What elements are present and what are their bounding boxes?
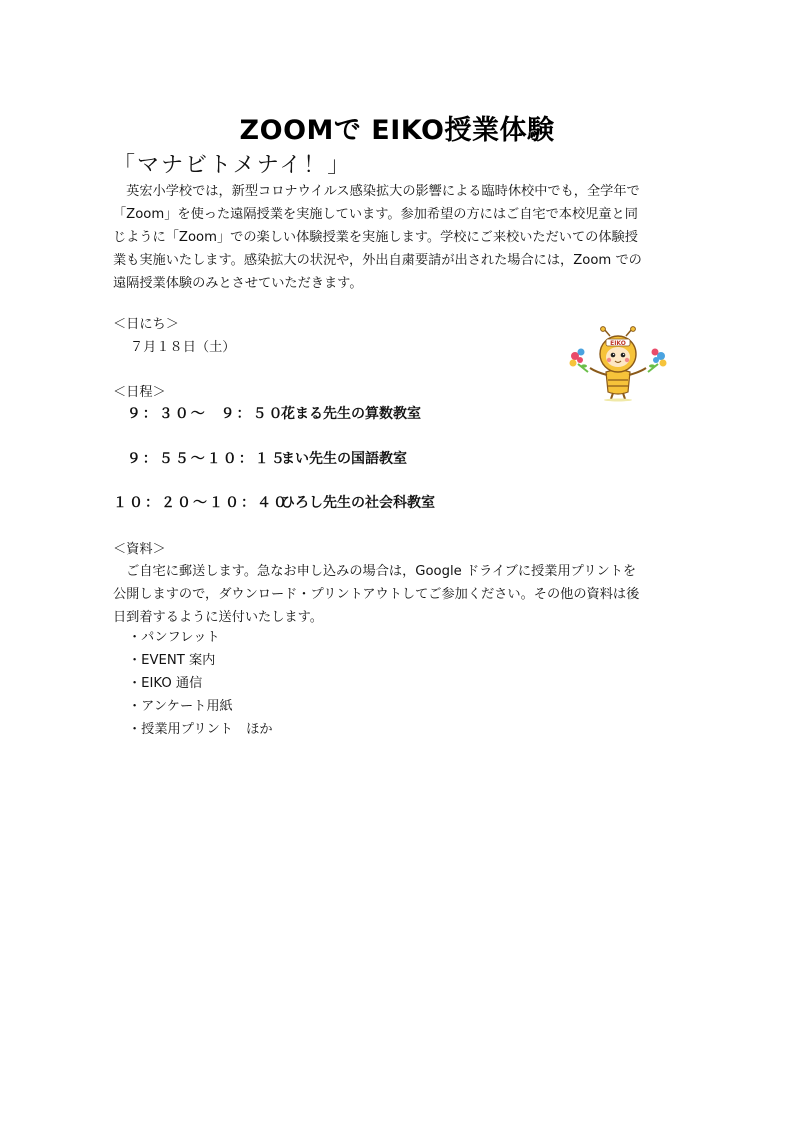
schedule-class: 花まる先生の算数教室 <box>281 406 421 422</box>
schedule-item <box>113 448 407 471</box>
schedule-time: ９：３０〜 ９：５０ <box>113 406 285 422</box>
intro-line: 遠隔授業体験のみとさせていただきます。 <box>113 276 363 291</box>
schedule-item <box>113 403 421 426</box>
event-date: ７月１８日（土） <box>130 340 236 355</box>
svg-text:EIKO: EIKO <box>610 340 626 347</box>
schedule-item <box>113 492 435 515</box>
materials-line: 公開しますので，ダウンロード・プリントアウトしてご参加ください。その他の資料は後 <box>113 587 640 602</box>
schedule-time: ９：５５〜１０：１５ <box>113 451 287 467</box>
materials-line: ご自宅に郵送します。急なお申し込みの場合は，Google ドライブに授業用プリントを <box>113 564 637 579</box>
intro-line: 英宏小学校では，新型コロナウイルス感染拡大の影響による臨時休校中でも，全学年で <box>113 184 640 199</box>
materials-paragraph <box>113 560 688 629</box>
list-item: ・アンケート用紙 <box>128 699 233 714</box>
list-item: ・EVENT 案内 <box>128 653 216 668</box>
bee-mascot-icon <box>566 326 670 402</box>
intro-line: 業も実施いたします。感染拡大の状況や，外出自粛要請が出された場合には，Zoom での <box>113 253 642 268</box>
intro-paragraph <box>113 180 688 295</box>
list-item: ・EIKO 通信 <box>128 676 203 691</box>
flower-bouquet-right-icon <box>648 349 667 373</box>
materials-line: 日到着するように送付いたします。 <box>113 610 323 625</box>
page-title: ZOOMで EIKO授業体験 <box>239 115 555 146</box>
schedule-heading: ＜日程＞ <box>113 385 166 400</box>
intro-line: 「Zoom」を使った遠隔授業を実施しています。参加希望の方にはご自宅で本校児童と同 <box>113 207 638 222</box>
list-item: ・授業用プリント ほか <box>128 722 273 737</box>
intro-line: じように「Zoom」での楽しい体験授業を実施します。学校にご来校いただいての体験授 <box>113 230 638 245</box>
flower-bouquet-left-icon <box>570 349 589 373</box>
materials-heading: ＜資料＞ <box>113 542 166 557</box>
list-item: ・パンフレット <box>128 630 220 645</box>
date-heading: ＜日にち＞ <box>113 317 179 332</box>
page-subtitle: 「マナビトメナイ！」 <box>113 153 352 178</box>
schedule-class: ひろし先生の社会科教室 <box>281 495 435 511</box>
schedule-time: １０：２０〜１０：４０ <box>113 495 289 511</box>
materials-list <box>128 626 273 741</box>
schedule-class: まい先生の国語教室 <box>281 451 407 467</box>
